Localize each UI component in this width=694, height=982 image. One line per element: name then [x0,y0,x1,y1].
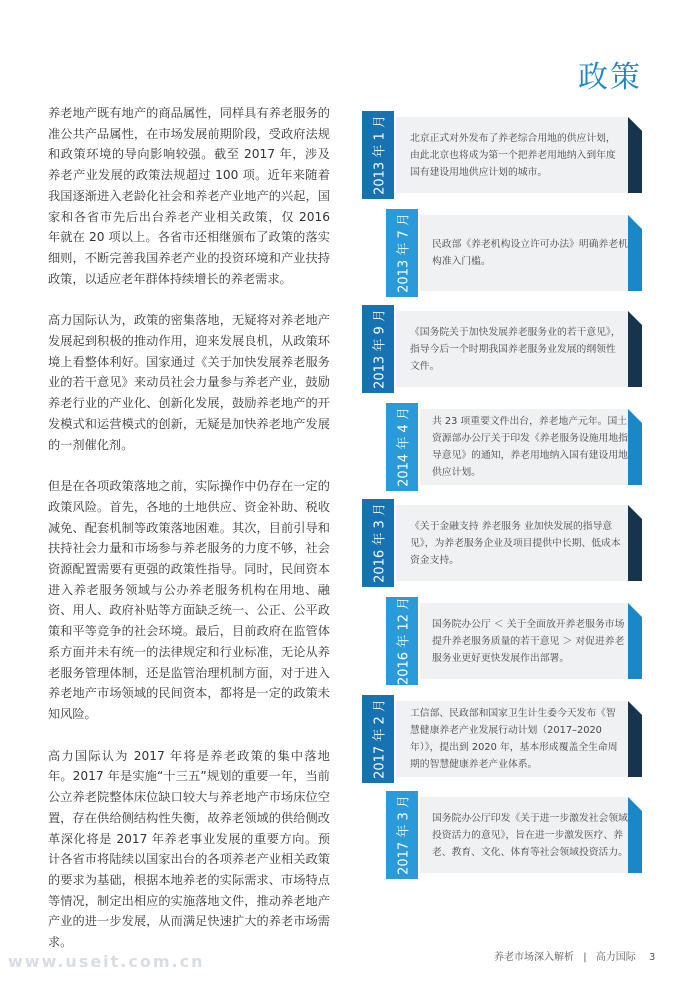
footer-report-title: 养老市场深入解析 [494,952,574,963]
timeline-chevron-bars [598,111,658,887]
timeline-text: 工信部、民政部和国家卫生计生委今天发布《智慧健康养老产业发展行动计划（2017–2020 年）》，提出到 2020 年，基本形成覆盖全生命周期的智慧健康养老产业体系。 [410,708,618,770]
body-paragraph: 高力国际认为 2017 年将是养老政策的集中落地年。2017 年是实施“十三五”规划的重要一年，当前公立养老院整体床位缺口较大与养老地产市场床位空置，存在供给侧结构性失衡，故养老领域的供给侧改革深化将是 2017 年养老事业发展的重要方向。预计各省市将陆续以国家出台的各项养老产业相关政策的要求为基础，根据本地养老的实际需求、市场特点等情况，制定出相应的实施落地文件，推动养老地产产业的进一步发展，从而满足快速扩大的养老市场需求。 [48,748,330,950]
timeline-date: 2014 年 4 月 [386,403,418,491]
chevron-bar [628,797,642,873]
timeline-text: 《国务院关于加快发展养老服务业的若干意见》，指导今后一个时期我国养老服务业发展的纲领性文件。 [410,326,621,372]
timeline-text: 国务院办公厅印发《关于进一步激发社会领域投资活力的意见》，旨在进一步激发医疗、养老、教育、文化、体育等社会领域投资活力。 [432,812,628,858]
timeline-date: 2013 年 7 月 [386,209,418,297]
chevron-bar [628,311,642,387]
page-footer [494,948,655,963]
timeline-text: 《关于金融支持 养老服务 业加快发展的指导意见》，为养老服务企业及项目提供中长期、低成本资金支持。 [410,520,621,566]
body-paragraph: 养老地产既有地产的商品属性，同样具有养老服务的准公共产品属性，在市场发展前期阶段，受政府法规和政策环境的导向影响较强。截至 2017 年，涉及养老产业发展的政策法规超过 100 项。近年来随着我国逐渐进入老龄化社会和养老产业地产的兴起，国家和各省市先后出台养老产业相关政策，仅 2016 年就在 20 项以上。各省市还相继颁布了政策的落实细则，不断完善我国养老产业的投资环境和产业扶持政策，以适应老年群体持续增长的养老需求。 [48,106,330,286]
footer-company: 高力国际 [595,952,636,963]
timeline-date: 2016 年 3 月 [362,499,394,587]
page-title: 政策 [578,60,642,95]
chevron-bar [628,701,642,777]
footer-separator: | [583,952,587,963]
timeline-date: 2017 年 2 月 [362,695,394,783]
timeline-date: 2016 年 12 月 [386,597,418,685]
timeline-text: 北京正式对外发布了养老综合用地的供应计划，由此北京也将成为第一个把养老用地纳入到年度国有建设用地供应计划的城市。 [410,132,616,178]
watermark: www.useit.com.cn [8,952,205,971]
chevron-bar [628,215,642,291]
chevron-bar [628,117,642,193]
body-paragraph: 高力国际认为，政策的密集落地，无疑将对养老地产发展起到积极的推动作用，迎来发展良机，从政策环境上看整体利好。国家通过《关于加快发展养老服务业的若干意见》来动员社会力量参与养老产业，鼓励养老行业的产业化、创新化发展，鼓励养老地产的开发模式和运营模式的创新，无疑是加快养老地产发展的一剂催化剂。 [48,313,330,452]
chevron-bar [628,603,642,679]
body-text [48,103,330,953]
chevron-bar [628,409,642,485]
page-number: 3 [648,952,656,963]
timeline-date: 2017 年 3 月 [386,791,418,879]
timeline-text: 国务院办公厅 ＜ 关于全面放开养老服务市场提升养老服务质量的若干意见 ＞ 对促进养老服务业更好更快发展作出部署。 [432,618,625,664]
chevron-bar [628,505,642,581]
body-paragraph: 但是在各项政策落地之前，实际操作中仍存在一定的政策风险。首先，各地的土地供应、资金补助、税收减免、配套机制等政策落地困难。其次，目前引导和扶持社会力量和市场参与养老服务的力度不够，社会资源配置需要有更强的政策性指导。同时，民间资本进入养老服务领域与公办养老服务机构在用地、融资、用人、政府补贴等方面缺乏统一、公正、公平政策和平等竞争的社会环境。最后，目前政府在监管体系方面并未有统一的法律规定和行业标准，无论从养老服务管理体制，还是监管治理机制方面，对于进入养老地产市场领域的民间资本，都将是一定的政策未知风险。 [48,479,330,721]
timeline-date: 2013 年 1 月 [362,111,394,199]
timeline-text: 共 23 项重要文件出台，养老地产元年。国土资源部办公厅关于印发《养老服务设施用地指导意见》的通知，养老用地纳入国有建设用地供应计划。 [432,416,628,478]
timeline-date: 2013 年 9 月 [362,305,394,393]
timeline-text: 民政部《养老机构设立许可办法》明确养老机构准入门槛。 [432,239,628,267]
